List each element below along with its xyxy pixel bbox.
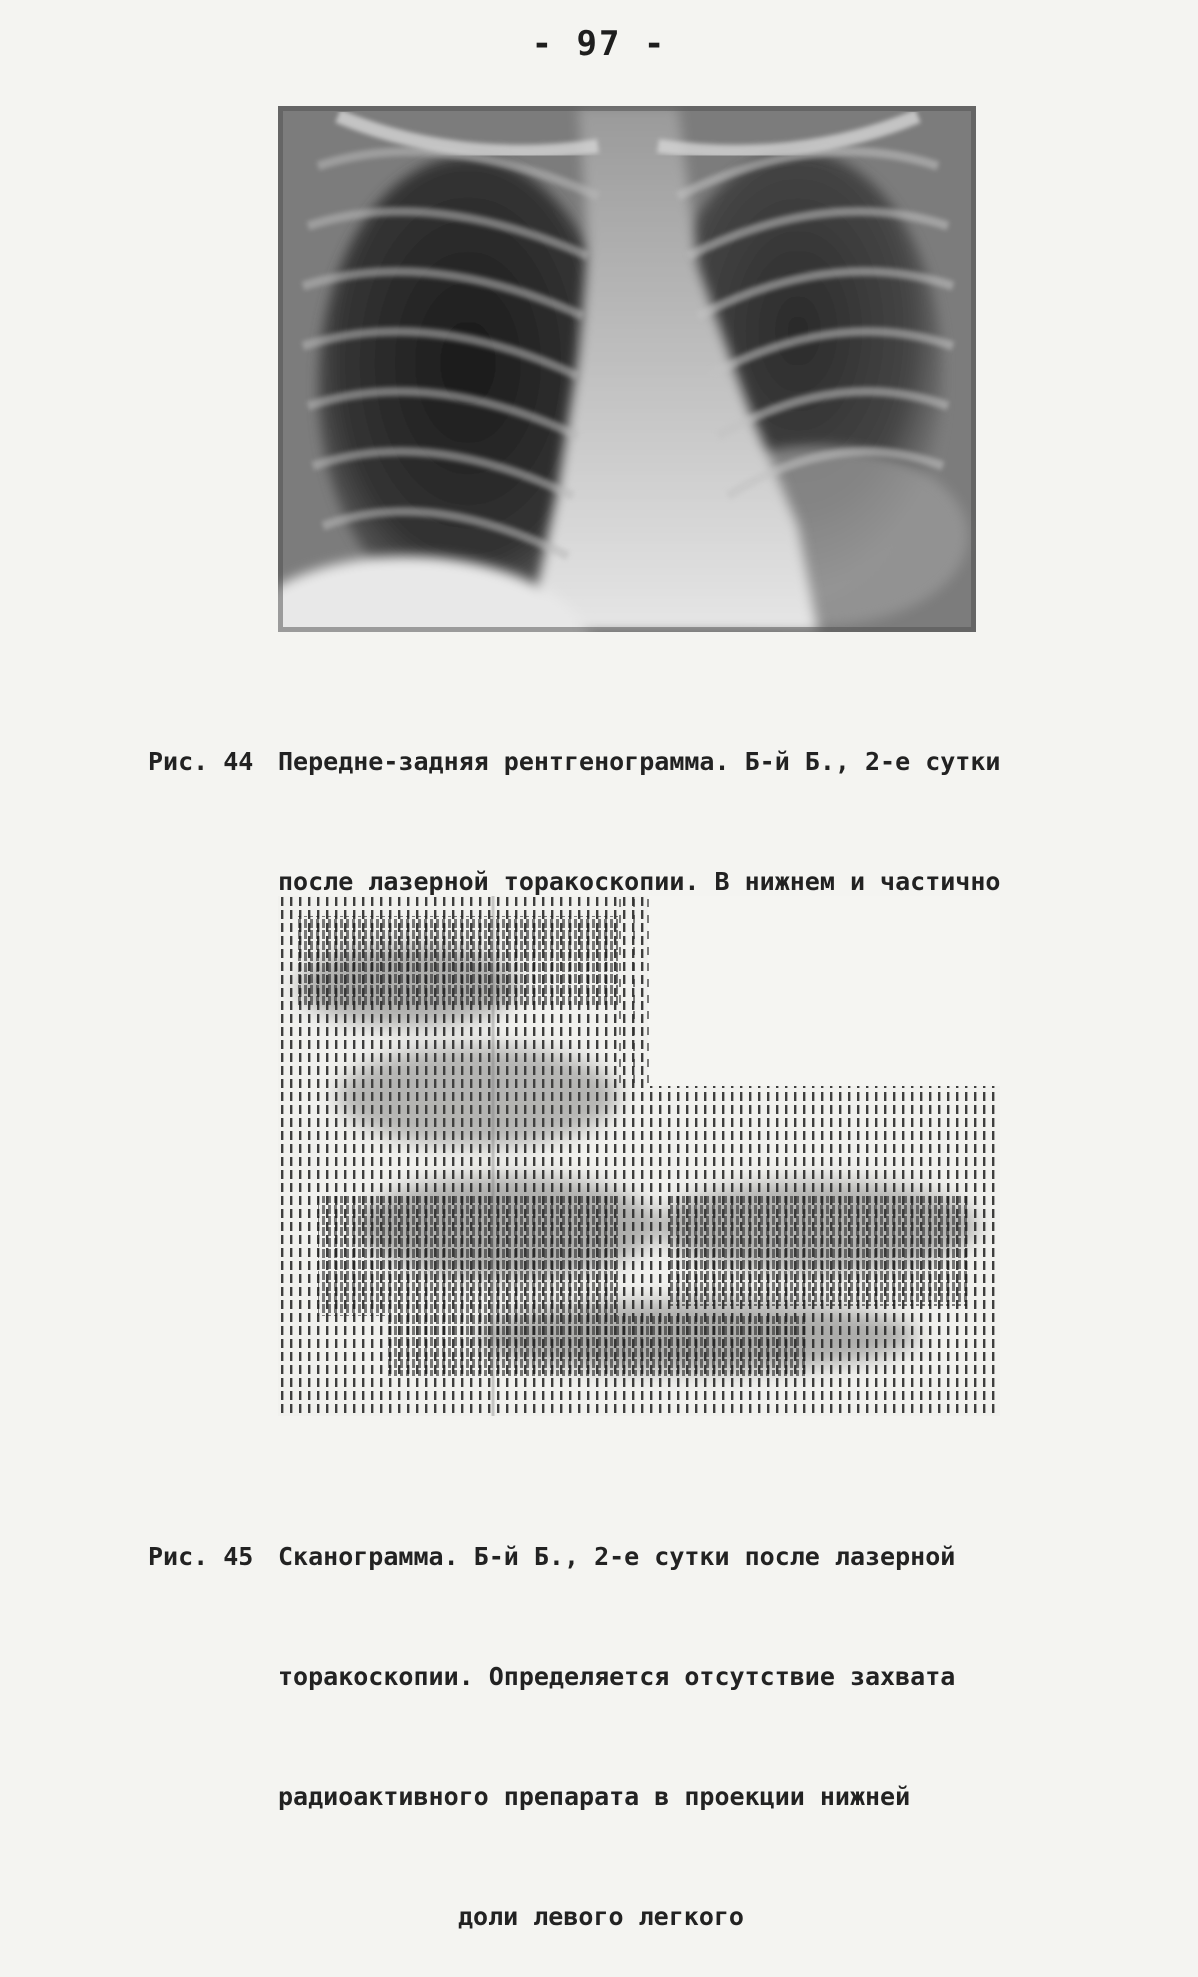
- caption-45-line-3: радиоактивного препарата в проекции нижней: [278, 1782, 911, 1811]
- caption-44-line-2: после лазерной торакоскопии. В нижнем и частично: [278, 867, 1001, 896]
- figure-44-label: Рис. 44: [148, 747, 254, 776]
- chest-xray-image: [278, 106, 976, 632]
- page-number: - 97 -: [531, 24, 667, 64]
- figure-45-label: Рис. 45: [148, 1542, 254, 1571]
- caption-45-line-1: Сканограмма. Б-й Б., 2-е сутки после лазерной: [278, 1542, 956, 1571]
- caption-44-line-1: Передне-задняя рентгенограмма. Б-й Б., 2-е сутки: [278, 747, 1001, 776]
- caption-45-line-2: торакоскопии. Определяется отсутствие захвата: [278, 1662, 956, 1691]
- lung-scanogram-image: [278, 896, 1000, 1416]
- figure-45-caption: [148, 1457, 1088, 1977]
- caption-45-line-4: доли левого легкого: [458, 1902, 744, 1931]
